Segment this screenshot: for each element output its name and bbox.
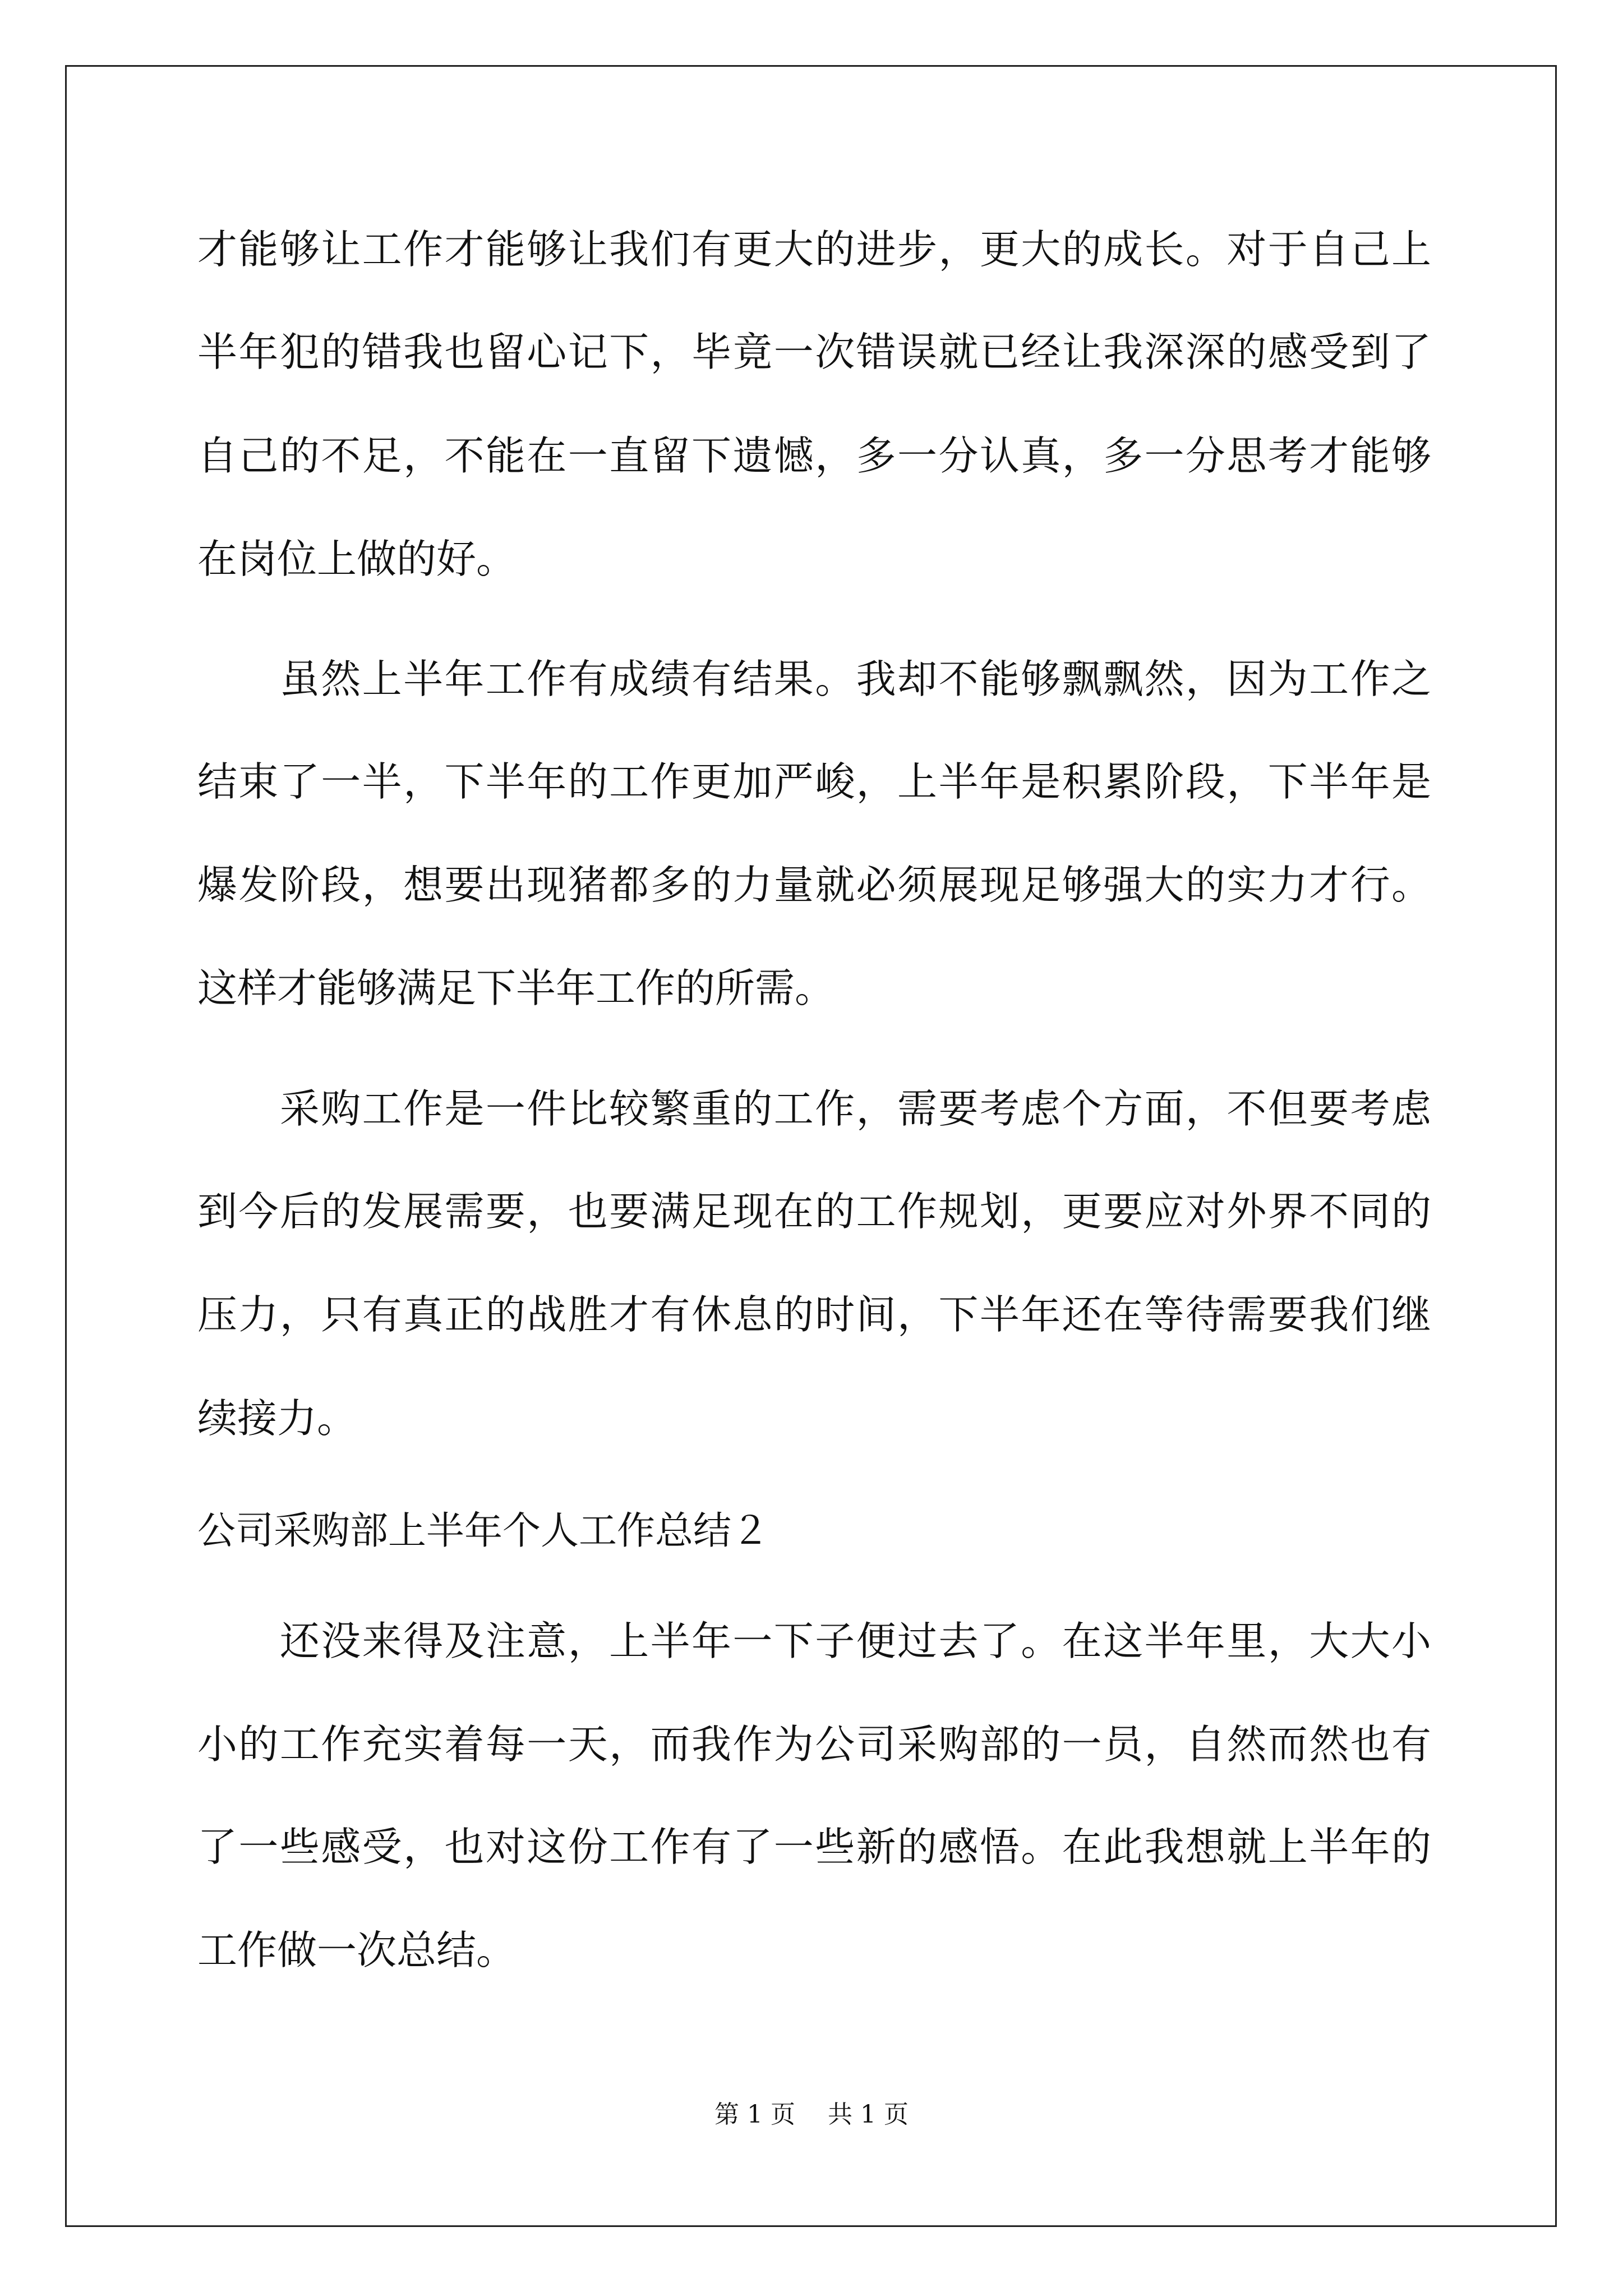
section-heading: 公司采购部上半年个人工作总结２ [197, 1509, 770, 1553]
paragraph-3-line-4: 续接力。 [197, 1395, 357, 1442]
page-number-footer: 第 1 页 共 1 页 [714, 2100, 909, 2129]
paragraph-4-line-2: 小的工作充实着每一天，而我作为公司采购部的一员，自然而然也有 [197, 1721, 1431, 1768]
paragraph-1-line-2: 半年犯的错我也留心记下，毕竟一次错误就已经让我深深的感受到了 [197, 329, 1431, 375]
page-border [65, 65, 1557, 2227]
paragraph-4-line-1: 还没来得及注意，上半年一下子便过去了。在这半年里，大大小 [197, 1618, 1431, 1664]
paragraph-4-line-3: 了一些感受，也对这份工作有了一些新的感悟。在此我想就上半年的 [197, 1824, 1431, 1870]
paragraph-3-line-3: 压力，只有真正的战胜才有休息的时间，下半年还在等待需要我们继 [197, 1291, 1431, 1338]
paragraph-2-line-3: 爆发阶段，想要出现猪都多的力量就必须展现足够强大的实力才行。 [197, 862, 1431, 908]
paragraph-1-line-3: 自己的不足，不能在一直留下遗憾，多一分认真，多一分思考才能够 [197, 432, 1431, 479]
paragraph-2-line-2: 结束了一半，下半年的工作更加严峻，上半年是积累阶段，下半年是 [197, 758, 1431, 805]
paragraph-1-line-4: 在岗位上做的好。 [197, 536, 517, 582]
paragraph-1-line-1: 才能够让工作才能够让我们有更大的进步，更大的成长。对于自己上 [197, 226, 1431, 273]
paragraph-2-line-4: 这样才能够满足下半年工作的所需。 [197, 965, 835, 1011]
paragraph-4-line-4: 工作做一次总结。 [197, 1927, 517, 1973]
paragraph-2-line-1: 虽然上半年工作有成绩有结果。我却不能够飘飘然，因为工作之 [197, 656, 1431, 702]
paragraph-3-line-1: 采购工作是一件比较繁重的工作，需要考虑个方面，不但要考虑 [197, 1085, 1431, 1132]
paragraph-3-line-2: 到今后的发展需要，也要满足现在的工作规划，更要应对外界不同的 [197, 1188, 1431, 1235]
